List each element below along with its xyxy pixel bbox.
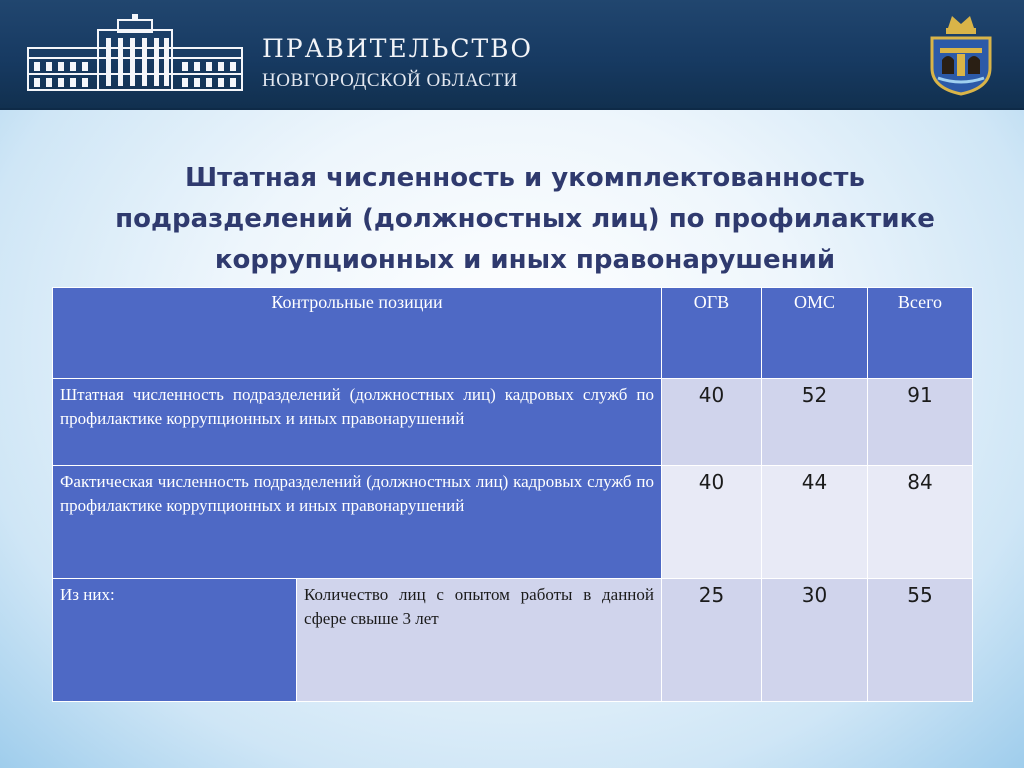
header-total: Всего (868, 288, 973, 379)
slide-title-line-1: Штатная численность и укомплектованность (185, 163, 865, 193)
header-control-positions: Контрольные позиции (53, 288, 662, 379)
value-ogv: 40 (662, 379, 762, 466)
value-oms: 44 (762, 466, 868, 579)
value-ogv: 40 (662, 466, 762, 579)
header-banner (0, 0, 1024, 110)
org-subtitle: НОВГОРОДСКОЙ ОБЛАСТИ (262, 70, 518, 91)
staffing-table (52, 287, 973, 702)
table-row (53, 466, 973, 579)
header-ogv: ОГВ (662, 288, 762, 379)
row-sublabel: Количество лиц с опытом работы в данной сфере свыше 3 лет (297, 579, 662, 702)
row-label: Фактическая численность подразделений (должностных лиц) кадровых служб по профилактике коррупционных и иных правонарушений (53, 466, 662, 579)
value-oms: 52 (762, 379, 868, 466)
value-oms: 30 (762, 579, 868, 702)
novgorod-coat-of-arms-icon (926, 8, 996, 96)
header-oms: ОМС (762, 288, 868, 379)
value-ogv: 25 (662, 579, 762, 702)
table-row (53, 579, 973, 702)
table-header-row (53, 288, 973, 379)
value-total: 91 (868, 379, 973, 466)
government-building-icon (26, 14, 244, 92)
value-total: 84 (868, 466, 973, 579)
row-label: Из них: (53, 579, 297, 702)
row-label: Штатная численность подразделений (должностных лиц) кадровых служб по профилактике коррупционных и иных правонарушений (53, 379, 662, 466)
org-title: ПРАВИТЕЛЬСТВО (262, 34, 534, 63)
slide-title (60, 158, 990, 281)
slide-title-line-2: подразделений (должностных лиц) по профилактике (115, 204, 935, 234)
table-row (53, 379, 973, 466)
value-total: 55 (868, 579, 973, 702)
slide-title-line-3: коррупционных и иных правонарушений (214, 245, 836, 275)
